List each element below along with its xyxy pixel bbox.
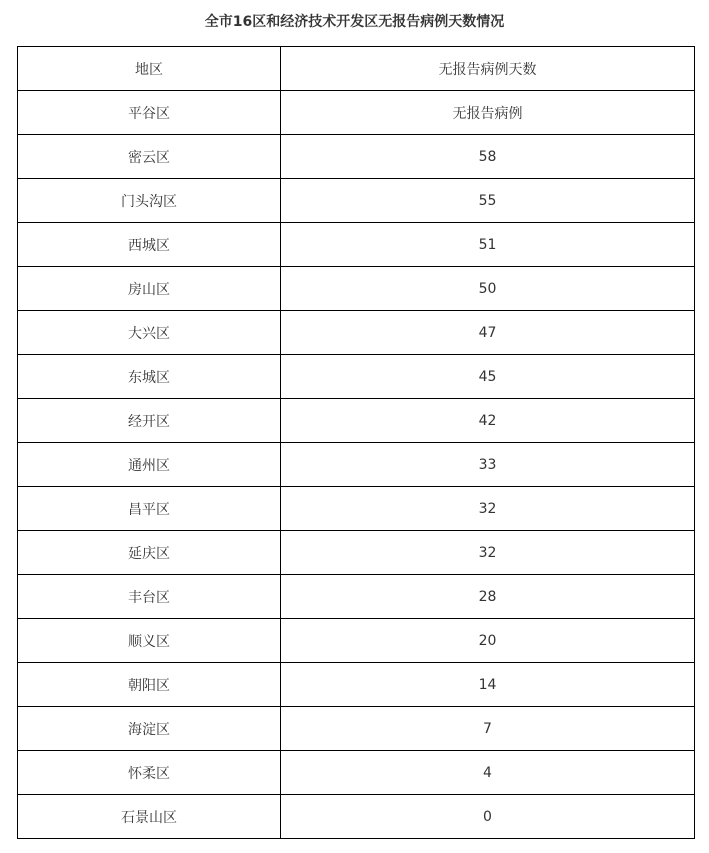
table-row	[18, 311, 695, 355]
cell-region: 昌平区	[18, 487, 281, 531]
table-row	[18, 355, 695, 399]
cell-days: 45	[281, 355, 695, 399]
table-row	[18, 795, 695, 839]
cell-days: 42	[281, 399, 695, 443]
cell-days: 7	[281, 707, 695, 751]
district-table	[17, 46, 695, 839]
table-row	[18, 91, 695, 135]
cell-days: 4	[281, 751, 695, 795]
cell-region: 密云区	[18, 135, 281, 179]
cell-region: 平谷区	[18, 91, 281, 135]
cell-days: 58	[281, 135, 695, 179]
table-row	[18, 267, 695, 311]
cell-region: 房山区	[18, 267, 281, 311]
cell-days: 33	[281, 443, 695, 487]
cell-region: 延庆区	[18, 531, 281, 575]
table-row	[18, 751, 695, 795]
table-row	[18, 487, 695, 531]
table-row	[18, 707, 695, 751]
table-row	[18, 223, 695, 267]
table-row	[18, 531, 695, 575]
table-row	[18, 443, 695, 487]
cell-days: 20	[281, 619, 695, 663]
cell-days: 无报告病例	[281, 91, 695, 135]
cell-region: 经开区	[18, 399, 281, 443]
header-region: 地区	[18, 47, 281, 91]
cell-days: 0	[281, 795, 695, 839]
page-title: 全市16区和经济技术开发区无报告病例天数情况	[204, 14, 505, 30]
cell-region: 丰台区	[18, 575, 281, 619]
cell-days: 32	[281, 487, 695, 531]
cell-days: 32	[281, 531, 695, 575]
table-row	[18, 575, 695, 619]
table-row	[18, 399, 695, 443]
cell-region: 西城区	[18, 223, 281, 267]
cell-region: 门头沟区	[18, 179, 281, 223]
cell-days: 28	[281, 575, 695, 619]
table-header-row	[18, 47, 695, 91]
cell-days: 50	[281, 267, 695, 311]
cell-region: 怀柔区	[18, 751, 281, 795]
cell-region: 通州区	[18, 443, 281, 487]
cell-region: 大兴区	[18, 311, 281, 355]
cell-days: 55	[281, 179, 695, 223]
header-days: 无报告病例天数	[281, 47, 695, 91]
cell-region: 海淀区	[18, 707, 281, 751]
cell-region: 朝阳区	[18, 663, 281, 707]
cell-region: 石景山区	[18, 795, 281, 839]
cell-region: 东城区	[18, 355, 281, 399]
cell-days: 51	[281, 223, 695, 267]
table-row	[18, 135, 695, 179]
cell-days: 47	[281, 311, 695, 355]
table-row	[18, 619, 695, 663]
table-row	[18, 663, 695, 707]
table-row	[18, 179, 695, 223]
cell-days: 14	[281, 663, 695, 707]
cell-region: 顺义区	[18, 619, 281, 663]
